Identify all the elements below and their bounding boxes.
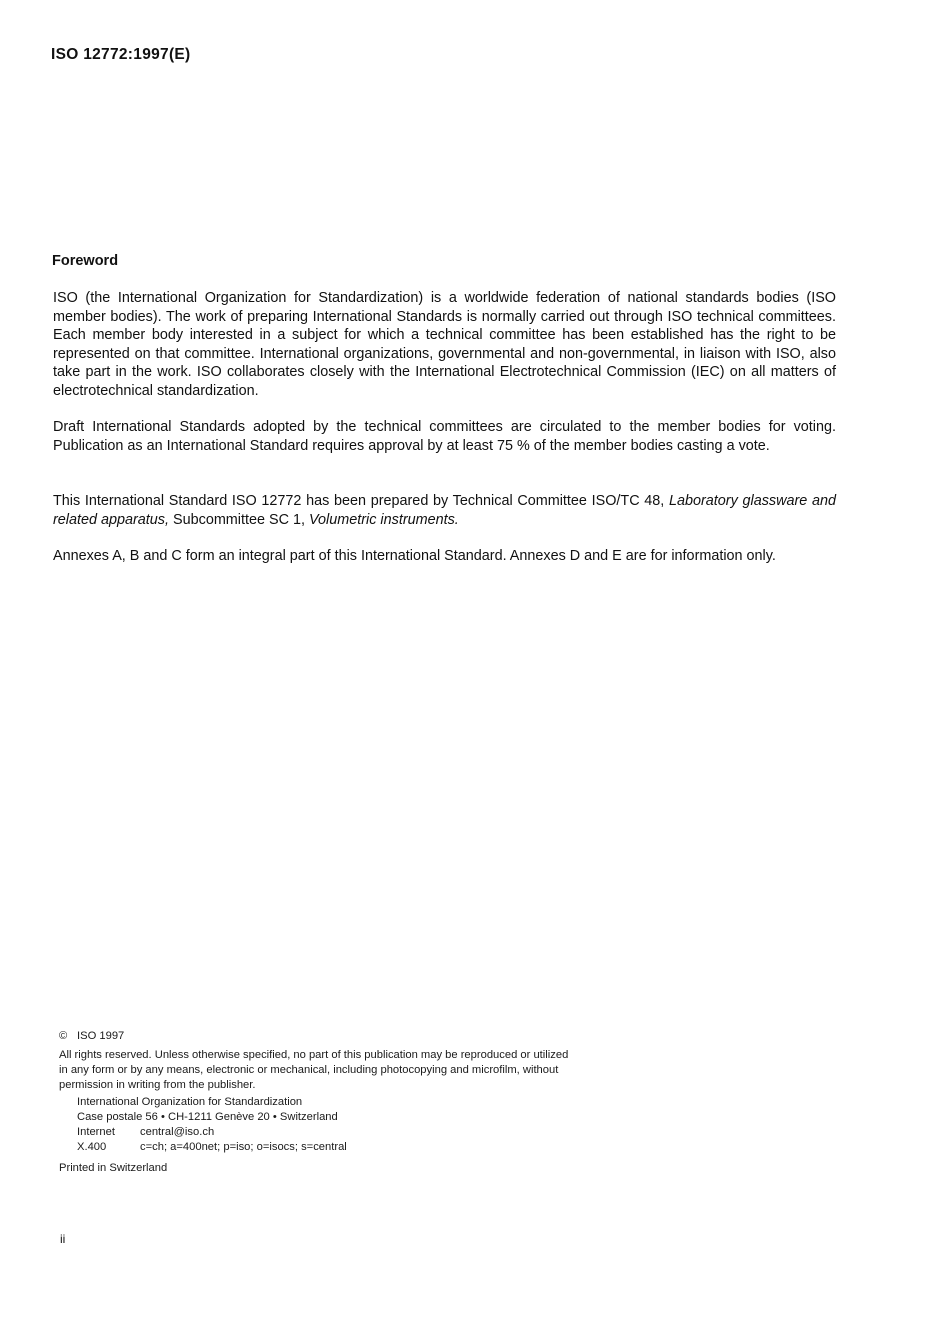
foreword-paragraph-1: ISO (the International Organization for Standardization) is a worldwide federation of national standards bodies (ISO member bodies). The work of preparing International Standards is normally carried out through ISO technical committees. Each member body interested in a subject for which a technical committee has been established has the right to be represented on that committee. International organizations, governmental and non-governmental, in liaison with ISO, also take part in the work. ISO collaborates closely with the International Electrotechnical Commission (IEC) on all matters of electrotechnical standardization. [53, 290, 836, 399]
p3-text-c: Subcommittee SC 1, [169, 511, 309, 528]
internet-value: central@iso.ch [140, 1126, 215, 1138]
copyright-block [59, 1029, 574, 1176]
publisher-internet [77, 1125, 574, 1140]
x400-label: X.400 [77, 1141, 107, 1153]
copyright-line [59, 1029, 574, 1044]
copyright-text: ISO 1997 [77, 1030, 125, 1042]
foreword-heading: Foreword [52, 253, 119, 269]
internet-label: Internet [77, 1126, 115, 1138]
foreword-paragraph-4: Annexes A, B and C form an integral part of this International Standard. Annexes D and E are for information only. [53, 548, 776, 564]
page-number: ii [60, 1232, 66, 1246]
publisher-address [77, 1095, 574, 1155]
publisher-x400 [77, 1140, 574, 1155]
publisher-postal: Case postale 56 • CH-1211 Genève 20 • Switzerland [77, 1111, 338, 1123]
p3-subcommittee-title: Volumetric instruments. [308, 511, 459, 528]
rights-statement: All rights reserved. Unless otherwise specified, no part of this publication may be reproduced or utilized in any form or by any means, electronic or mechanical, including photocopying and microfilm, without permission in writing from the publisher. [59, 1049, 569, 1091]
p3-text-a: This International Standard ISO 12772 has been prepared by Technical Committee ISO/TC 48, [53, 493, 669, 509]
x400-value: c=ch; a=400net; p=iso; o=isocs; s=central [140, 1141, 347, 1153]
foreword-paragraph-3 [53, 492, 836, 529]
publisher-org: International Organization for Standardization [77, 1096, 303, 1108]
copyright-icon: © [59, 1030, 68, 1042]
foreword-paragraph-2: Draft International Standards adopted by the technical committees are circulated to the member bodies for voting. Publication as an International Standard requires approval by at least 75 % of the member bodies casting a vote. [53, 419, 836, 454]
document-id-header: ISO 12772:1997(E) [51, 46, 191, 63]
p3-committee-title: Laboratory glassware and related apparatus, [53, 493, 836, 528]
printed-in: Printed in Switzerland [59, 1162, 168, 1174]
